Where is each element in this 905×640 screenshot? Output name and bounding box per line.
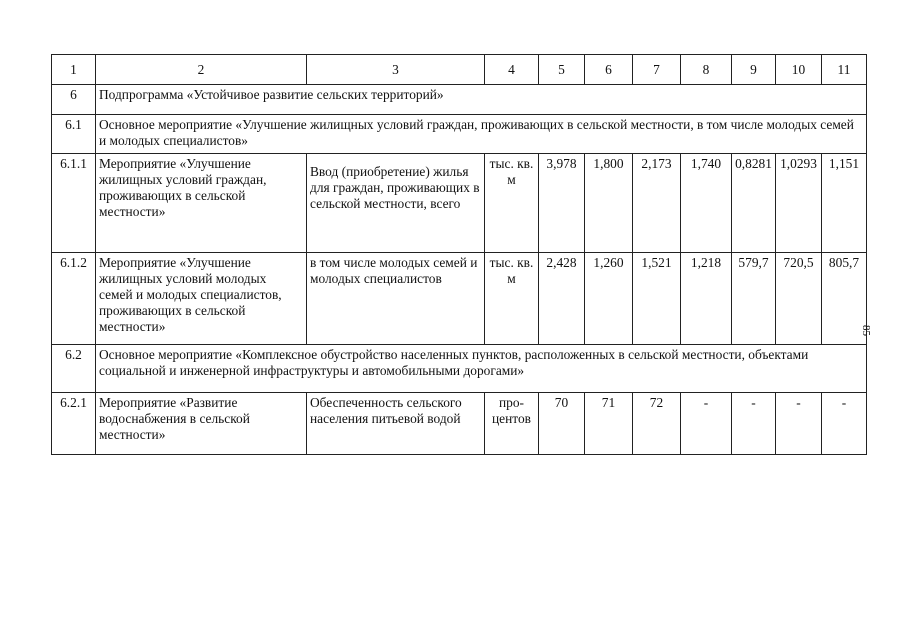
main-activity-title: Основное мероприятие «Улучшение жилищных условий граждан, проживающих в сельской местности, в том числе молодых семей и молодых специалистов» [96,115,867,154]
value-cell: 1,800 [585,154,633,253]
value-cell: - [732,393,776,455]
row-number: 6.2 [52,345,96,393]
value-cell: 1,0293 [776,154,822,253]
activity-name: Мероприятие «Развитие водоснабжения в сельской местности» [96,393,307,455]
table-row [52,115,867,154]
value-cell: - [822,393,867,455]
indicator-name: Обеспеченность сельского населения питьевой водой [307,393,485,455]
column-number: 2 [96,55,307,85]
value-cell: 0,8281 [732,154,776,253]
value-cell: - [681,393,732,455]
column-number: 4 [485,55,539,85]
row-number: 6.1.1 [52,154,96,253]
value-cell: 2,428 [539,253,585,345]
column-number: 7 [633,55,681,85]
table-row [52,345,867,393]
row-number: 6 [52,85,96,115]
value-cell: 1,740 [681,154,732,253]
column-number: 6 [585,55,633,85]
value-cell: 1,260 [585,253,633,345]
value-cell: 579,7 [732,253,776,345]
subprogram-title: Подпрограмма «Устойчивое развитие сельских территорий» [96,85,867,115]
value-cell: 2,173 [633,154,681,253]
value-cell: 3,978 [539,154,585,253]
table-row [52,154,867,253]
value-cell: - [776,393,822,455]
value-cell: 72 [633,393,681,455]
column-number: 5 [539,55,585,85]
value-cell: 720,5 [776,253,822,345]
unit-cell: про-центов [485,393,539,455]
column-number: 1 [52,55,96,85]
row-number: 6.1.2 [52,253,96,345]
activity-name: Мероприятие «Улучшение жилищных условий граждан, проживающих в сельской местности» [96,154,307,253]
activity-name: Мероприятие «Улучшение жилищных условий молодых семей и молодых специалистов, проживающих в сельской местности» [96,253,307,345]
column-number: 11 [822,55,867,85]
column-number: 9 [732,55,776,85]
row-number: 6.1 [52,115,96,154]
indicator-name: Ввод (приобретение) жилья для граждан, проживающих в сельской местности, всего [307,154,485,253]
value-cell: 1,151 [822,154,867,253]
indicator-name: в том числе молодых семей и молодых специалистов [307,253,485,345]
value-cell: 805,7 [822,253,867,345]
page-number: 85 [860,325,872,336]
row-number: 6.2.1 [52,393,96,455]
value-cell: 71 [585,393,633,455]
indicator-table [51,54,867,455]
main-activity-title: Основное мероприятие «Комплексное обустройство населенных пунктов, расположенных в сельской местности, объектами социальной и инженерной инфраструктуры и автомобильными дорогами» [96,345,867,393]
value-cell: 1,218 [681,253,732,345]
column-number: 3 [307,55,485,85]
table-row [52,85,867,115]
value-cell: 1,521 [633,253,681,345]
column-number: 8 [681,55,732,85]
value-cell: 70 [539,393,585,455]
table-header-row [52,55,867,85]
unit-cell: тыс. кв. м [485,154,539,253]
column-number: 10 [776,55,822,85]
unit-cell: тыс. кв. м [485,253,539,345]
table-row [52,393,867,455]
table-row [52,253,867,345]
